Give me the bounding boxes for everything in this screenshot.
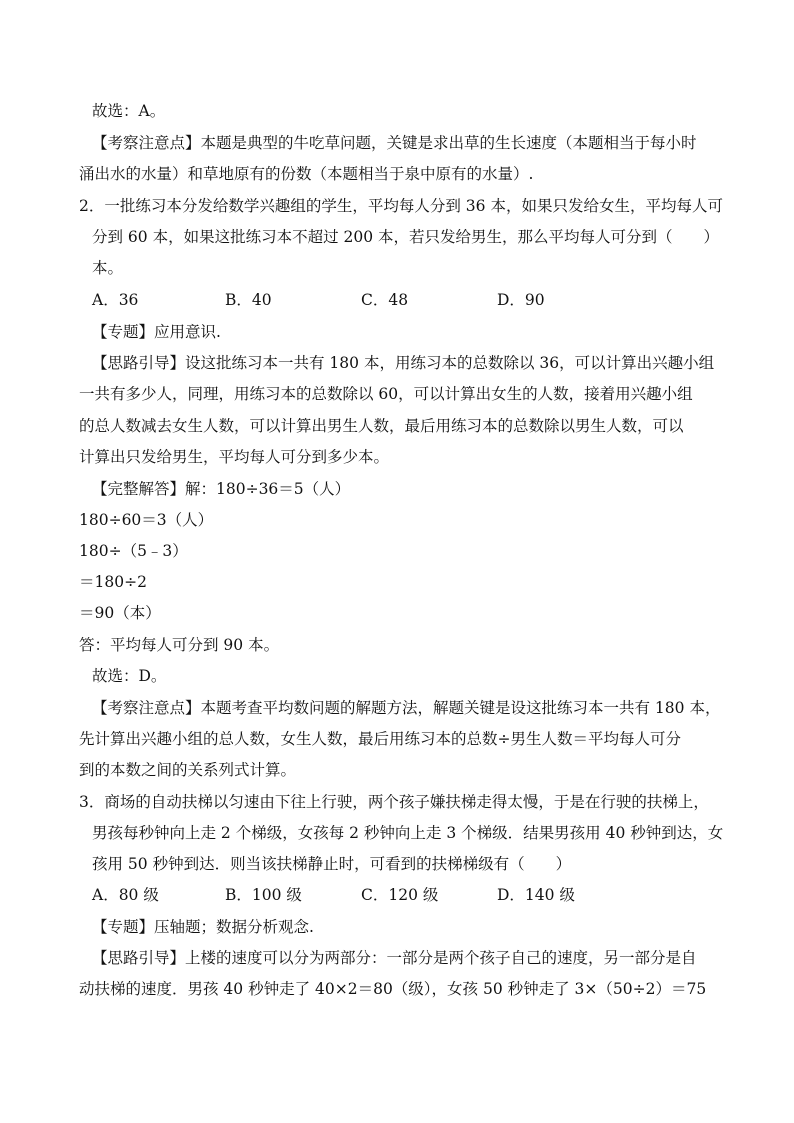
q2-guide-line-2: 一共有多少人，同理，用练习本的总数除以 60，可以计算出女生的人数，接着用兴趣小组 bbox=[79, 385, 693, 403]
q2-stem-line-1: 2．一批练习本分发给数学兴趣组的学生，平均每人分到 36 本，如果只发给女生，平均每人可 bbox=[79, 197, 723, 215]
q3-guide-line-2: 动扶梯的速度．男孩 40 秒钟走了 40×2＝80（级），女孩 50 秒钟走了 3×（50÷2）＝75 bbox=[79, 980, 707, 998]
q3-option-c: C．120 级 bbox=[361, 886, 439, 904]
q2-solution-line-6: 答：平均每人可分到 90 本。 bbox=[79, 636, 280, 654]
q2-topic: 【专题】应用意识. bbox=[92, 323, 221, 341]
q3-option-d: D．140 级 bbox=[497, 886, 575, 904]
q1-note-line-1: 【考察注意点】本题是典型的牛吃草问题，关键是求出草的生长速度（本题相当于每小时 bbox=[92, 134, 697, 152]
q2-solution-line-3: 180÷（5﹣3） bbox=[79, 542, 188, 560]
q2-guide-line-3: 的总人数减去女生人数，可以计算出男生人数，最后用练习本的总数除以男生人数，可以 bbox=[79, 417, 684, 435]
q2-answer: 故选：D。 bbox=[92, 667, 167, 685]
q3-topic: 【专题】压轴题；数据分析观念. bbox=[92, 918, 314, 936]
q2-guide-line-4: 计算出只发给男生，平均每人可分到多少本。 bbox=[79, 448, 390, 466]
q2-solution-line-4: ＝180÷2 bbox=[79, 573, 147, 591]
q2-guide-line-1: 【思路引导】设这批练习本一共有 180 本，用练习本的总数除以 36，可以计算出兴趣小组 bbox=[92, 354, 715, 372]
q1-note-line-2: 涌出水的水量）和草地原有的份数（本题相当于泉中原有的水量）. bbox=[79, 165, 534, 183]
q3-stem-line-2: 男孩每秒钟向上走 2 个梯级，女孩每 2 秒钟向上走 3 个梯级．结果男孩用 40 秒钟到达，女 bbox=[92, 824, 724, 842]
q2-note-line-1: 【考察注意点】本题考查平均数问题的解题方法，解题关键是设这批练习本一共有 180 本， bbox=[92, 699, 721, 717]
q2-option-b: B．40 bbox=[225, 291, 272, 309]
q2-option-d: D．90 bbox=[497, 291, 545, 309]
q3-stem-line-3: 孩用 50 秒钟到达．则当该扶梯静止时，可看到的扶梯梯级有（ ） bbox=[92, 855, 572, 873]
q2-solution-line-1: 【完整解答】解：180÷36＝5（人） bbox=[92, 480, 351, 498]
q2-stem-line-3: 本。 bbox=[92, 259, 124, 277]
q3-option-a: A．80 级 bbox=[92, 886, 159, 904]
q2-stem-line-2: 分到 60 本，如果这批练习本不超过 200 本，若只发给男生，那么平均每人可分到（ ） bbox=[92, 228, 720, 246]
q2-option-c: C．48 bbox=[361, 291, 409, 309]
q2-option-a: A．36 bbox=[92, 291, 139, 309]
q2-note-line-2: 先计算出兴趣小组的总人数，女生人数，最后用练习本的总数÷男生人数＝平均每人可分 bbox=[79, 730, 681, 748]
q2-note-line-3: 到的本数之间的关系列式计算。 bbox=[79, 761, 297, 779]
q2-solution-line-2: 180÷60＝3（人） bbox=[79, 511, 214, 529]
q3-stem-line-1: 3．商场的自动扶梯以匀速由下往上行驶，两个孩子嫌扶梯走得太慢，于是在行驶的扶梯上， bbox=[79, 793, 709, 811]
q3-option-b: B．100 级 bbox=[225, 886, 302, 904]
q1-answer: 故选：A。 bbox=[92, 102, 166, 120]
q2-solution-line-5: ＝90（本） bbox=[79, 604, 161, 622]
q3-guide-line-1: 【思路引导】上楼的速度可以分为两部分：一部分是两个孩子自己的速度，另一部分是自 bbox=[92, 949, 697, 967]
